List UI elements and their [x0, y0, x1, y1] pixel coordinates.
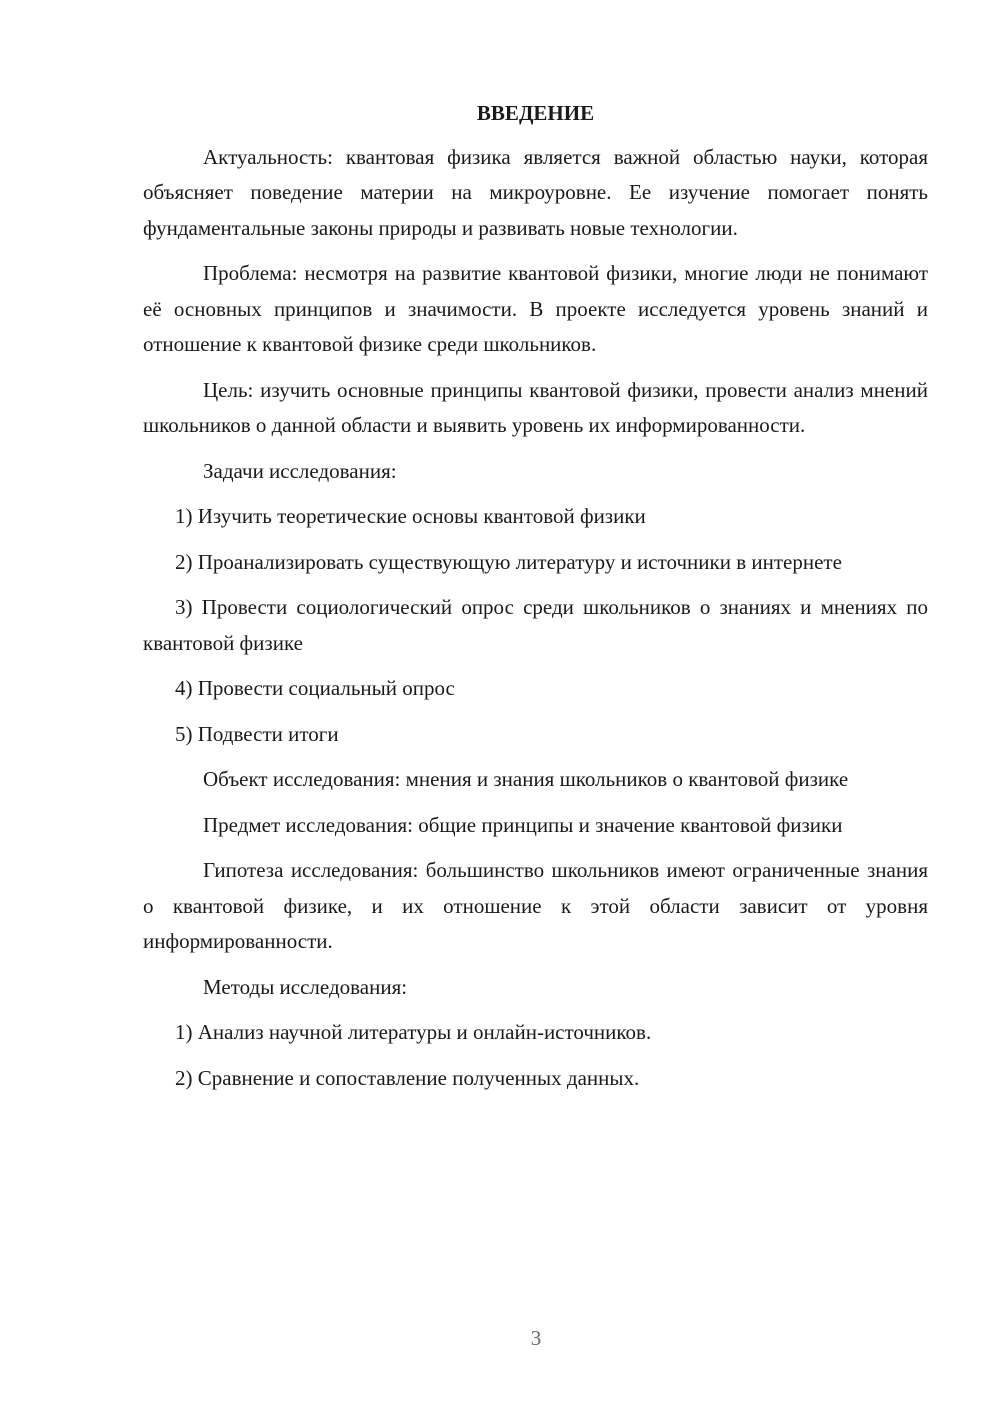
paragraph-problem: Проблема: несмотря на развитие квантовой физики, многие люди не понимают её основных принципов и значимости. В проекте исследуется уровень знаний и отношение к квантовой физике среди школьников. [143, 261, 928, 356]
paragraph-object: Объект исследования: мнения и знания школьников о квантовой физике [203, 767, 849, 791]
paragraph-goal: Цель: изучить основные принципы квантовой физики, провести анализ мнений школьников о данной области и выявить уровень их информированности. [143, 377, 928, 437]
page-number: 3 [530, 1326, 542, 1350]
list-item: 5) Подвести итоги [175, 721, 339, 746]
paragraph-subject: Предмет исследования: общие принципы и значение квантовой физики [203, 812, 843, 837]
list-item: 3) Провести социологический опрос среди школьников о знаниях и мнениях по квантовой физике [143, 595, 928, 655]
paragraph-relevance: Актуальность: квантовая физика является важной областью науки, которая объясняет поведение материи на микроуровне. Ее изучение помогает понять фундаментальные законы природы и развивать новые технологии. [143, 144, 928, 240]
list-item: 1) Анализ научной литературы и онлайн-источников. [175, 1020, 652, 1044]
list-item: 1) Изучить теоретические основы квантовой физики [175, 504, 646, 528]
methods-heading: Методы исследования: [203, 974, 408, 999]
list-item: 2) Проанализировать существующую литературу и источники в интернете [175, 549, 842, 574]
list-item: 2) Сравнение и сопоставление полученных данных. [175, 1065, 640, 1090]
paragraph-hypothesis: Гипотеза исследования: большинство школьников имеют ограниченные знания о квантовой физике, и их отношение к этой области зависит от уровня информированности. [143, 858, 928, 953]
methods-list [143, 1015, 928, 1096]
tasks-heading: Задачи исследования: [203, 458, 397, 483]
section-title: ВВЕДЕНИЕ [476, 101, 595, 125]
list-item: 4) Провести социальный опрос [175, 676, 455, 700]
tasks-list [143, 499, 928, 752]
document-body [143, 96, 928, 1106]
